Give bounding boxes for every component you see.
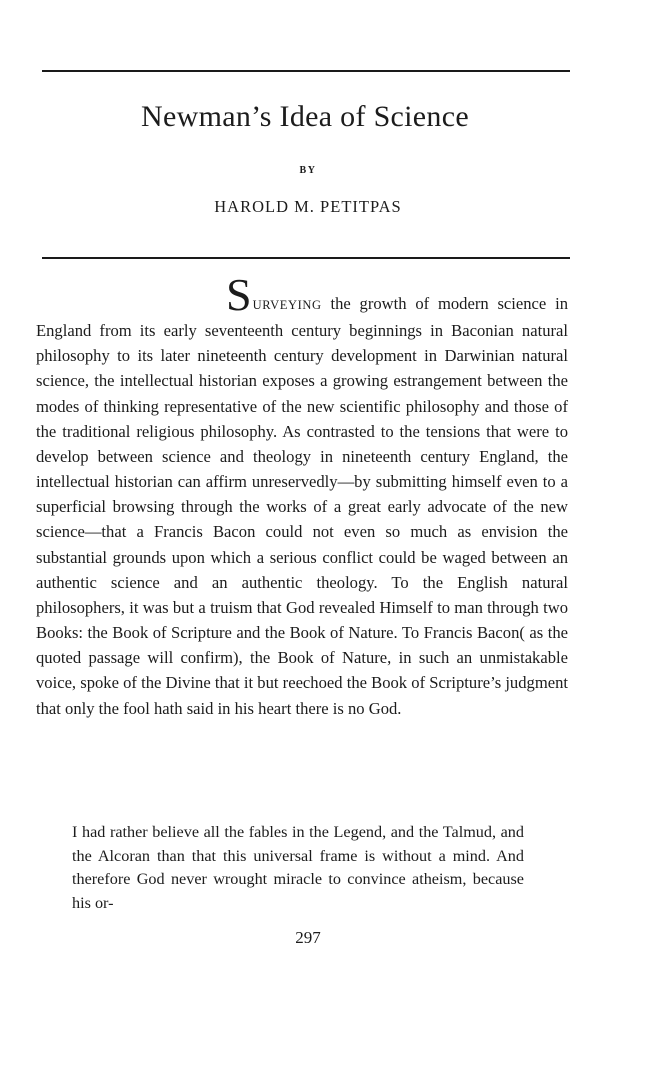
byline-label: BY — [299, 165, 317, 176]
opening-paragraph — [36, 269, 568, 721]
header-bottom-rule — [42, 257, 570, 259]
block-quotation: I had rather believe all the fables in the Legend, and the Talmud, and the Alcoran than that this universal frame is without a mind. And therefore God never wrought miracle to convince atheism, because his or- — [72, 823, 524, 912]
top-rule — [42, 70, 570, 72]
opening-small-caps: URVEYING — [252, 298, 322, 312]
drop-cap: S — [226, 269, 252, 320]
author-name: HAROLD M. PETITPAS — [214, 197, 402, 216]
article-title: Newman’s Idea of Science — [141, 100, 469, 133]
page-number: 297 — [295, 928, 321, 947]
opening-paragraph-text: the growth of modern science in England from its early seventeenth century beginnings in Baconian natural philosophy to its later nineteenth century development in Darwinian natural science, the intellectual historian exposes a growing estrangement between the modes of thinking representative of the new scientific philosophy and those of the traditional religious philosophy. As contrasted to the tensions that were to develop between science and theology in nineteenth century England, the intellectual historian can affirm unreservedly—by submitting himself even to a superficial browsing through the works of a great early advocate of the new science—that a Francis Bacon could not even so much as envision the substantial grounds upon which a serious conflict could be waged between an authentic science and an authentic theology. To the English natural philosophers, it was but a truism that God revealed Himself to man through two Books: the Book of Scripture and the Book of Nature. To Francis Bacon( as the quoted passage will confirm), the Book of Nature, in such an unmistakable voice, spoke of the Divine that it but reechoed the Book of Scripture’s judgment that only the fool hath said in his heart there is no God. — [36, 294, 568, 718]
